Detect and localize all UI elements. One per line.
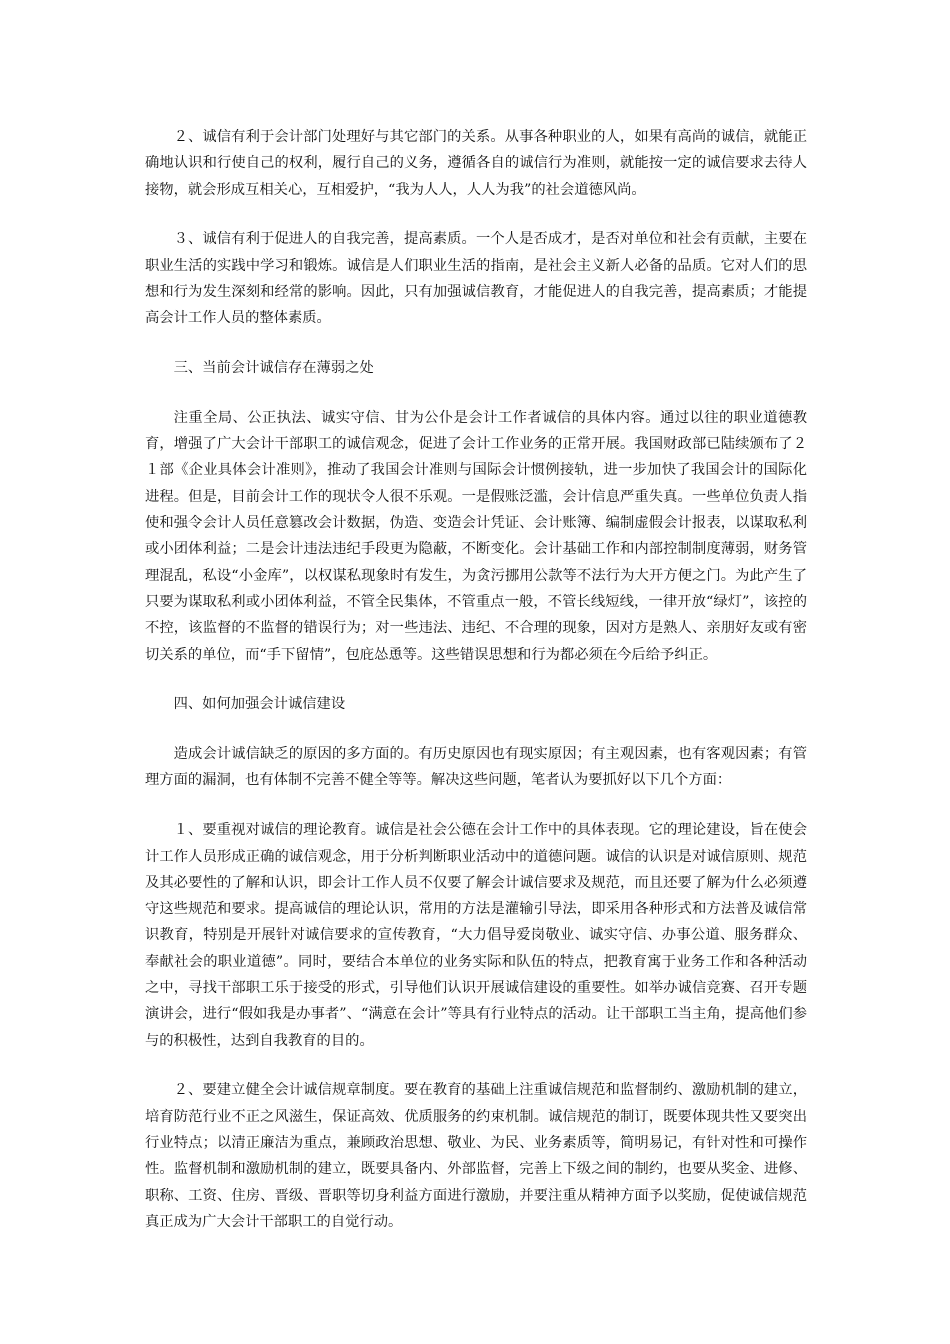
paragraph-rules-system: ２、要建立健全会计诚信规章制度。要在教育的基础上注重诚信规范和监督制约、激励机制的建立，培育防范行业不正之风滋生，保证高效、优质服务的约束机制。诚信规范的制订，既要体现共性又要突出行业特点；以清正廉洁为重点，兼顾政治思想、敬业、为民、业务素质等，简明易记，有针对性和可操作性。监督机制和激励机制的建立，既要具备内、外部监督，完善上下级之间的制约，也要从奖金、进修、职称、工资、住房、晋级、晋职等切身利益方面进行激励，并要注重从精神方面予以奖励，促使诚信规范真正成为广大会计干部职工的自觉行动。 — [145, 1082, 807, 1230]
paragraph-theory-education: １、要重视对诚信的理论教育。诚信是社会公德在会计工作中的具体表现。它的理论建设，旨在使会计工作人员形成正确的诚信观念，用于分析判断职业活动中的道德问题。诚信的认识是对诚信原则、规范及其必要性的了解和认识，即会计工作人员不仅要了解会计诚信要求及规范，而且还要了解为什么必须遵守这些规范和要求。提高诚信的理论认识，常用的方法是灌输引导法，即采用各种形式和方法普及诚信常识教育，特别是开展针对诚信要求的宣传教育，“大力倡导爱岗敬业、诚实守信、办事公道、服务群众、奉献社会的职业道德”。同时，要结合本单位的业务实际和队伍的特点，把教育寓于业务工作和各种活动之中，寻找干部职工乐于接受的形式，引导他们认识开展诚信建设的重要性。如举办诚信竞赛、召开专题演讲会，进行“假如我是办事者”、“满意在会计”等具有行业特点的活动。让干部职工当主角，提高他们参与的积极性，达到自我教育的目的。 — [145, 822, 807, 1049]
paragraph-current-situation: 注重全局、公正执法、诚实守信、甘为公仆是会计工作者诚信的具体内容。通过以往的职业道德教育，增强了广大会计干部职工的诚信观念，促进了会计工作业务的正常开展。我国财政部已陆续颁布了２１部《企业具体会计准则》，推动了我国会计准则与国际会计惯例接轨，进一步加快了我国会计的国际化进程。但是，目前会计工作的现状令人很不乐观。一是假账泛滥，会计信息严重失真。一些单位负责人指使和强令会计人员任意篡改会计数据，伪造、变造会计凭证、会计账簿、编制虚假会计报表，以谋取私利或小团体利益；二是会计违法违纪手段更为隐蔽，不断变化。会计基础工作和内部控制制度薄弱，财务管理混乱，私设“小金库”，以权谋私现象时有发生，为贪污挪用公款等不法行为大开方便之门。为此产生了只要为谋取私利或小团体利益，不管全民集体，不管重点一般，不管长线短线，一律开放“绿灯”，该控的不控，该监督的不监督的错误行为；对一些违法、违纪、不合理的现象，因对方是熟人、亲朋好友或有密切关系的单位，而“手下留情”，包庇怂恿等。这些错误思想和行为都必须在今后给予纠正。 — [145, 409, 807, 663]
paragraph-honesty-department-relations: ２、诚信有利于会计部门处理好与其它部门的关系。从事各种职业的人，如果有高尚的诚信，就能正确地认识和行使自己的权利，履行自己的义务，遵循各自的诚信行为准则，就能按一定的诚信要求去待人接物，就会形成互相关心，互相爱护，“我为人人，人人为我”的社会道德风尚。 — [145, 129, 807, 198]
section-heading-strengthening: 四、如何加强会计诚信建设 — [173, 696, 346, 713]
document-body — [145, 124, 807, 1259]
section-heading-weaknesses: 三、当前会计诚信存在薄弱之处 — [173, 360, 374, 377]
paragraph-honesty-self-improvement: ３、诚信有利于促进人的自我完善，提高素质。一个人是否成才，是否对单位和社会有贡献，主要在职业生活的实践中学习和锻炼。诚信是人们职业生活的指南，是社会主义新人必备的品质。它对人们的思想和行为发生深刻和经常的影响。因此，只有加强诚信教育，才能促进人的自我完善，提高素质；才能提高会计工作人员的整体素质。 — [145, 231, 807, 327]
paragraph-causes: 造成会计诚信缺乏的原因的多方面的。有历史原因也有现实原因；有主观因素，也有客观因素；有管理方面的漏洞，也有体制不完善不健全等等。解决这些问题，笔者认为要抓好以下几个方面： — [145, 746, 807, 789]
